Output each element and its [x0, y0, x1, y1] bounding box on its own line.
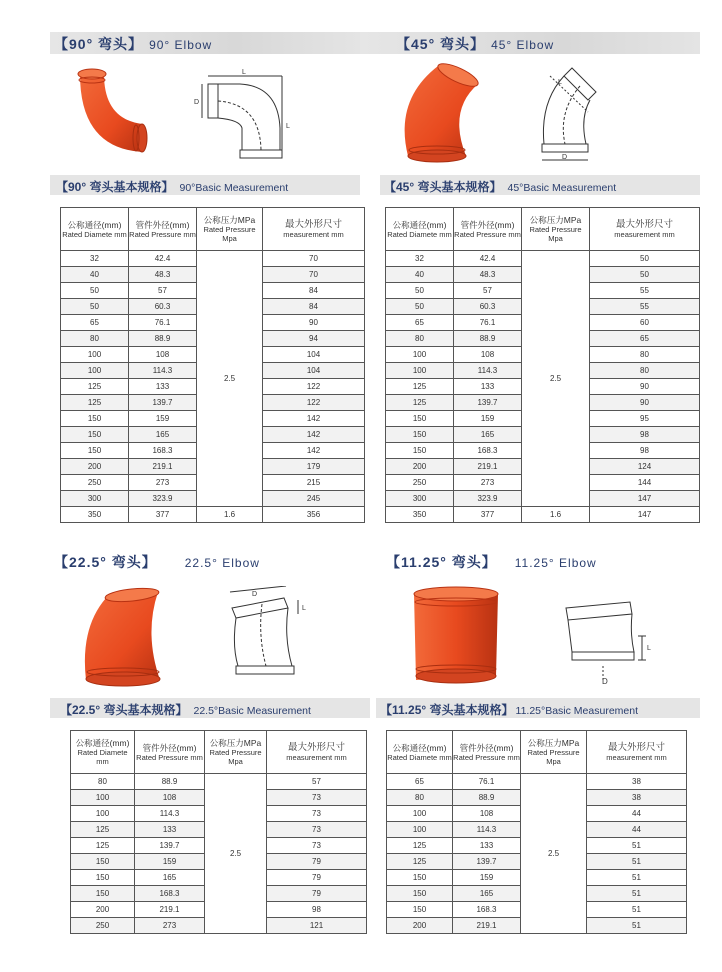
- outer-diameter-cell: 219.1: [453, 918, 521, 934]
- nominal-diameter-cell: 125: [387, 838, 453, 854]
- elbow90-title: [54, 34, 212, 54]
- measurement-cell: 104: [263, 363, 365, 379]
- measurement-cell: 80: [590, 347, 700, 363]
- elbow90-title-bar: [50, 32, 360, 54]
- nominal-diameter-cell: 65: [387, 774, 453, 790]
- outer-diameter-cell: 139.7: [135, 838, 205, 854]
- nominal-diameter-cell: 125: [61, 379, 129, 395]
- outer-diameter-cell: 273: [135, 918, 205, 934]
- nominal-diameter-cell: 200: [71, 902, 135, 918]
- nominal-diameter-cell: 50: [386, 299, 454, 315]
- measurement-cell: 51: [587, 838, 687, 854]
- measurement-cell: 98: [590, 443, 700, 459]
- header-nominal-diameter: 公称通径(mm) Rated Diamete mm: [61, 208, 129, 251]
- nominal-diameter-cell: 100: [61, 347, 129, 363]
- nominal-diameter-cell: 65: [61, 315, 129, 331]
- measurement-cell: 215: [263, 475, 365, 491]
- nominal-diameter-cell: 80: [61, 331, 129, 347]
- nominal-diameter-cell: 150: [387, 902, 453, 918]
- outer-diameter-cell: 165: [453, 886, 521, 902]
- outer-diameter-cell: 76.1: [453, 774, 521, 790]
- outer-diameter-cell: 139.7: [453, 854, 521, 870]
- elbow90-sub-bar: [50, 175, 360, 195]
- nominal-diameter-cell: 200: [386, 459, 454, 475]
- measurement-cell: 98: [590, 427, 700, 443]
- outer-diameter-cell: 57: [454, 283, 522, 299]
- elbow11-sub-en: 11.25°Basic Measurement: [515, 705, 638, 717]
- outer-diameter-cell: 139.7: [454, 395, 522, 411]
- outer-diameter-cell: 42.4: [129, 251, 197, 267]
- measurement-cell: 50: [590, 267, 700, 283]
- outer-diameter-cell: 76.1: [129, 315, 197, 331]
- outer-diameter-cell: 273: [129, 475, 197, 491]
- measurement-cell: 80: [590, 363, 700, 379]
- elbow45-title: [396, 34, 554, 54]
- elbow45-header-row: [386, 208, 700, 251]
- measurement-cell: 73: [267, 838, 367, 854]
- measurement-cell: 147: [590, 507, 700, 523]
- elbow90-title-zh: 【90° 弯头】: [54, 36, 144, 52]
- outer-diameter-cell: 88.9: [129, 331, 197, 347]
- nominal-diameter-cell: 350: [386, 507, 454, 523]
- table-row: [61, 251, 365, 267]
- outer-diameter-cell: 48.3: [454, 267, 522, 283]
- pressure-cell: 2.5: [522, 251, 590, 507]
- nominal-diameter-cell: 80: [71, 774, 135, 790]
- measurement-cell: 104: [263, 347, 365, 363]
- outer-diameter-cell: 60.3: [129, 299, 197, 315]
- measurement-cell: 84: [263, 299, 365, 315]
- table-row: [71, 774, 367, 790]
- measurement-cell: 73: [267, 806, 367, 822]
- elbow90-sub-en: 90°Basic Measurement: [179, 182, 289, 194]
- elbow45-title-zh: 【45° 弯头】: [396, 36, 486, 52]
- nominal-diameter-cell: 100: [387, 822, 453, 838]
- nominal-diameter-cell: 100: [386, 363, 454, 379]
- outer-diameter-cell: 159: [135, 854, 205, 870]
- nominal-diameter-cell: 80: [386, 331, 454, 347]
- measurement-cell: 55: [590, 299, 700, 315]
- measurement-cell: 50: [590, 251, 700, 267]
- nominal-diameter-cell: 40: [61, 267, 129, 283]
- outer-diameter-cell: 168.3: [135, 886, 205, 902]
- measurement-cell: 84: [263, 283, 365, 299]
- table-row: [386, 507, 700, 523]
- elbow11-sub-bar: [376, 698, 700, 718]
- outer-diameter-cell: 133: [453, 838, 521, 854]
- header-outer-diameter: 管件外径(mm) Rated Pressure mm: [454, 208, 522, 251]
- outer-diameter-cell: 108: [129, 347, 197, 363]
- header-measurement: 最大外形尺寸 measurement mm: [267, 731, 367, 774]
- measurement-cell: 79: [267, 854, 367, 870]
- elbow45-spec-table: [385, 207, 700, 523]
- elbow90-spec-table: [60, 207, 365, 523]
- nominal-diameter-cell: 200: [61, 459, 129, 475]
- elbow45-sub-zh: 【45° 弯头基本规格】: [384, 180, 502, 194]
- elbow45-title-en: 45° Elbow: [491, 38, 555, 52]
- nominal-diameter-cell: 50: [61, 283, 129, 299]
- elbow45-subtitle: [384, 178, 616, 195]
- measurement-cell: 70: [263, 267, 365, 283]
- nominal-diameter-cell: 300: [61, 491, 129, 507]
- elbow90-subtitle: [56, 178, 288, 195]
- elbow11-drawing-label-d: D: [602, 677, 608, 686]
- measurement-cell: 147: [590, 491, 700, 507]
- header-nominal-diameter: 公称通径(mm) Rated Diamete mm: [386, 208, 454, 251]
- measurement-cell: 245: [263, 491, 365, 507]
- nominal-diameter-cell: 300: [386, 491, 454, 507]
- measurement-cell: 121: [267, 918, 367, 934]
- measurement-cell: 90: [263, 315, 365, 331]
- outer-diameter-cell: 219.1: [135, 902, 205, 918]
- outer-diameter-cell: 48.3: [129, 267, 197, 283]
- nominal-diameter-cell: 150: [61, 411, 129, 427]
- outer-diameter-cell: 133: [135, 822, 205, 838]
- outer-diameter-cell: 323.9: [129, 491, 197, 507]
- outer-diameter-cell: 159: [129, 411, 197, 427]
- measurement-cell: 94: [263, 331, 365, 347]
- elbow22-sub-zh: 【22.5° 弯头基本规格】: [60, 703, 188, 717]
- measurement-cell: 38: [587, 774, 687, 790]
- outer-diameter-cell: 139.7: [129, 395, 197, 411]
- measurement-cell: 51: [587, 918, 687, 934]
- outer-diameter-cell: 165: [454, 427, 522, 443]
- outer-diameter-cell: 108: [135, 790, 205, 806]
- nominal-diameter-cell: 150: [71, 886, 135, 902]
- outer-diameter-cell: 88.9: [135, 774, 205, 790]
- elbow45-photo: [386, 60, 486, 166]
- measurement-cell: 144: [590, 475, 700, 491]
- measurement-cell: 142: [263, 411, 365, 427]
- outer-diameter-cell: 159: [453, 870, 521, 886]
- elbow22-sub-bar: [50, 698, 370, 718]
- table-row: [61, 507, 365, 523]
- header-measurement: 最大外形尺寸 measurement mm: [587, 731, 687, 774]
- measurement-cell: 51: [587, 854, 687, 870]
- elbow11-title-en: 11.25° Elbow: [514, 556, 597, 570]
- measurement-cell: 90: [590, 379, 700, 395]
- header-nominal-diameter: 公称通径(mm) Rated Diamete mm: [387, 731, 453, 774]
- header-measurement: 最大外形尺寸 measurement mm: [590, 208, 700, 251]
- measurement-cell: 65: [590, 331, 700, 347]
- elbow45-drawing: [528, 62, 618, 166]
- measurement-cell: 73: [267, 790, 367, 806]
- nominal-diameter-cell: 100: [71, 790, 135, 806]
- elbow90-drawing-label-l2: L: [286, 123, 290, 130]
- pressure-cell: 2.5: [205, 774, 267, 934]
- nominal-diameter-cell: 100: [61, 363, 129, 379]
- elbow90-sub-zh: 【90° 弯头基本规格】: [56, 180, 174, 194]
- nominal-diameter-cell: 150: [61, 443, 129, 459]
- nominal-diameter-cell: 350: [61, 507, 129, 523]
- measurement-cell: 73: [267, 822, 367, 838]
- table-row: [386, 251, 700, 267]
- pressure-cell: 2.5: [521, 774, 587, 934]
- elbow11-drawing-label-l: L: [647, 645, 651, 652]
- elbow11-sub-zh: 【11.25° 弯头基本规格】: [380, 703, 514, 717]
- elbow22-title: [54, 552, 260, 572]
- outer-diameter-cell: 76.1: [454, 315, 522, 331]
- measurement-cell: 79: [267, 870, 367, 886]
- elbow22-drawing: [214, 586, 314, 682]
- elbow90-drawing: [190, 68, 300, 164]
- pressure-cell: 1.6: [522, 507, 590, 523]
- elbow90-title-en: 90° Elbow: [149, 38, 213, 52]
- elbow90-photo: [72, 64, 172, 164]
- nominal-diameter-cell: 150: [386, 427, 454, 443]
- nominal-diameter-cell: 100: [387, 806, 453, 822]
- nominal-diameter-cell: 150: [386, 411, 454, 427]
- outer-diameter-cell: 108: [453, 806, 521, 822]
- measurement-cell: 57: [267, 774, 367, 790]
- elbow45-title-bar: [360, 32, 700, 54]
- nominal-diameter-cell: 125: [386, 379, 454, 395]
- elbow22-title-zh: 【22.5° 弯头】: [54, 554, 157, 570]
- measurement-cell: 51: [587, 870, 687, 886]
- nominal-diameter-cell: 80: [387, 790, 453, 806]
- outer-diameter-cell: 273: [454, 475, 522, 491]
- elbow45-sub-en: 45°Basic Measurement: [507, 182, 617, 194]
- elbow22-header-row: [71, 731, 367, 774]
- elbow11-subtitle: [380, 701, 638, 718]
- nominal-diameter-cell: 100: [386, 347, 454, 363]
- pressure-cell: 2.5: [197, 251, 263, 507]
- nominal-diameter-cell: 65: [386, 315, 454, 331]
- measurement-cell: 356: [263, 507, 365, 523]
- measurement-cell: 38: [587, 790, 687, 806]
- elbow11-title: [386, 552, 597, 572]
- nominal-diameter-cell: 250: [386, 475, 454, 491]
- elbow45-sub-bar: [380, 175, 700, 195]
- elbow11-title-zh: 【11.25° 弯头】: [386, 554, 497, 570]
- nominal-diameter-cell: 125: [71, 822, 135, 838]
- nominal-diameter-cell: 125: [71, 838, 135, 854]
- outer-diameter-cell: 60.3: [454, 299, 522, 315]
- nominal-diameter-cell: 125: [386, 395, 454, 411]
- nominal-diameter-cell: 125: [387, 854, 453, 870]
- measurement-cell: 60: [590, 315, 700, 331]
- measurement-cell: 44: [587, 806, 687, 822]
- nominal-diameter-cell: 32: [61, 251, 129, 267]
- outer-diameter-cell: 168.3: [129, 443, 197, 459]
- measurement-cell: 55: [590, 283, 700, 299]
- outer-diameter-cell: 133: [129, 379, 197, 395]
- elbow22-drawing-label-d: D: [252, 591, 258, 598]
- outer-diameter-cell: 88.9: [454, 331, 522, 347]
- nominal-diameter-cell: 150: [387, 886, 453, 902]
- outer-diameter-cell: 114.3: [129, 363, 197, 379]
- header-pressure: 公称压力MPa Rated Pressure Mpa: [522, 208, 590, 251]
- elbow11-photo: [408, 584, 504, 688]
- elbow45-drawing-label-l: L: [558, 79, 562, 86]
- outer-diameter-cell: 159: [454, 411, 522, 427]
- elbow90-header-row: [61, 208, 365, 251]
- header-pressure: 公称压力MPa Rated Pressure Mpa: [205, 731, 267, 774]
- measurement-cell: 122: [263, 395, 365, 411]
- header-nominal-diameter: 公称通径(mm) Rated Diamete mm: [71, 731, 135, 774]
- header-outer-diameter: 管件外径(mm) Rated Pressure mm: [453, 731, 521, 774]
- nominal-diameter-cell: 50: [386, 283, 454, 299]
- measurement-cell: 124: [590, 459, 700, 475]
- measurement-cell: 51: [587, 902, 687, 918]
- elbow11-drawing: [558, 596, 664, 686]
- table-row: [387, 774, 687, 790]
- elbow22-photo: [74, 584, 174, 688]
- outer-diameter-cell: 114.3: [135, 806, 205, 822]
- nominal-diameter-cell: 150: [71, 854, 135, 870]
- outer-diameter-cell: 168.3: [454, 443, 522, 459]
- elbow22-title-en: 22.5° Elbow: [184, 556, 260, 570]
- measurement-cell: 142: [263, 427, 365, 443]
- nominal-diameter-cell: 40: [386, 267, 454, 283]
- elbow22-sub-en: 22.5°Basic Measurement: [193, 705, 311, 717]
- outer-diameter-cell: 377: [454, 507, 522, 523]
- measurement-cell: 95: [590, 411, 700, 427]
- header-outer-diameter: 管件外径(mm) Rated Pressure mm: [129, 208, 197, 251]
- outer-diameter-cell: 323.9: [454, 491, 522, 507]
- outer-diameter-cell: 114.3: [454, 363, 522, 379]
- outer-diameter-cell: 108: [454, 347, 522, 363]
- elbow22-subtitle: [60, 701, 311, 718]
- outer-diameter-cell: 165: [135, 870, 205, 886]
- measurement-cell: 179: [263, 459, 365, 475]
- outer-diameter-cell: 165: [129, 427, 197, 443]
- pressure-cell: 1.6: [197, 507, 263, 523]
- outer-diameter-cell: 168.3: [453, 902, 521, 918]
- elbow22-spec-table: [70, 730, 367, 934]
- measurement-cell: 44: [587, 822, 687, 838]
- nominal-diameter-cell: 150: [386, 443, 454, 459]
- nominal-diameter-cell: 250: [71, 918, 135, 934]
- nominal-diameter-cell: 100: [71, 806, 135, 822]
- nominal-diameter-cell: 32: [386, 251, 454, 267]
- outer-diameter-cell: 219.1: [454, 459, 522, 475]
- header-pressure: 公称压力MPa Rated Pressure Mpa: [521, 731, 587, 774]
- elbow90-drawing-label-d: D: [194, 99, 200, 106]
- elbow45-drawing-label-d: D: [562, 154, 568, 161]
- outer-diameter-cell: 88.9: [453, 790, 521, 806]
- nominal-diameter-cell: 150: [387, 870, 453, 886]
- nominal-diameter-cell: 50: [61, 299, 129, 315]
- nominal-diameter-cell: 125: [61, 395, 129, 411]
- elbow11-title-bar: [380, 550, 700, 572]
- nominal-diameter-cell: 250: [61, 475, 129, 491]
- outer-diameter-cell: 57: [129, 283, 197, 299]
- elbow22-drawing-label-l: L: [302, 605, 306, 612]
- elbow90-drawing-label-l1: L: [242, 69, 246, 76]
- elbow22-title-bar: [50, 550, 360, 572]
- header-pressure: 公称压力MPa Rated Pressure Mpa: [197, 208, 263, 251]
- nominal-diameter-cell: 200: [387, 918, 453, 934]
- nominal-diameter-cell: 150: [61, 427, 129, 443]
- measurement-cell: 79: [267, 886, 367, 902]
- outer-diameter-cell: 219.1: [129, 459, 197, 475]
- elbow11-header-row: [387, 731, 687, 774]
- outer-diameter-cell: 42.4: [454, 251, 522, 267]
- elbow11-spec-table: [386, 730, 687, 934]
- header-measurement: 最大外形尺寸 measurement mm: [263, 208, 365, 251]
- header-outer-diameter: 管件外径(mm) Rated Pressure mm: [135, 731, 205, 774]
- measurement-cell: 70: [263, 251, 365, 267]
- nominal-diameter-cell: 150: [71, 870, 135, 886]
- measurement-cell: 51: [587, 886, 687, 902]
- measurement-cell: 122: [263, 379, 365, 395]
- measurement-cell: 142: [263, 443, 365, 459]
- outer-diameter-cell: 114.3: [453, 822, 521, 838]
- measurement-cell: 90: [590, 395, 700, 411]
- outer-diameter-cell: 133: [454, 379, 522, 395]
- outer-diameter-cell: 377: [129, 507, 197, 523]
- measurement-cell: 98: [267, 902, 367, 918]
